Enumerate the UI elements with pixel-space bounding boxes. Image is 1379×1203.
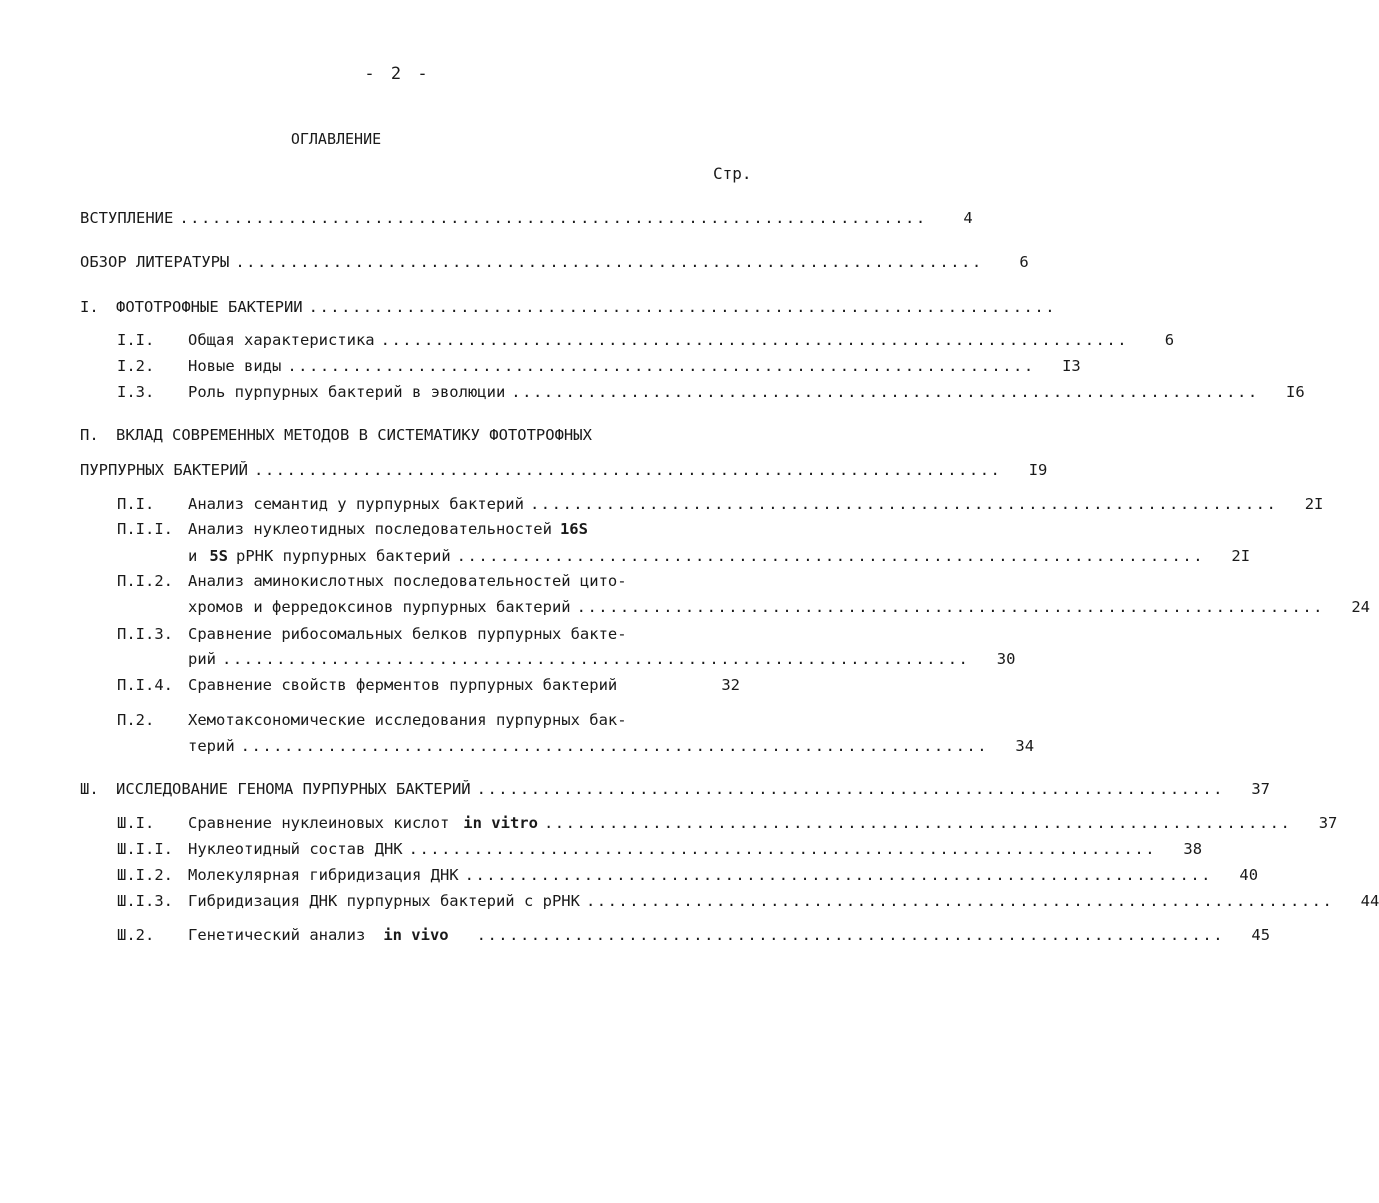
toc-entry-text: Новые виды bbox=[188, 357, 282, 375]
toc-entry-number: Ш.I. bbox=[117, 814, 155, 832]
toc-entry-page: I6 bbox=[1286, 383, 1305, 401]
toc-entry-text: Гибридизация ДНК пурпурных бактерий с рРНК bbox=[188, 892, 580, 910]
toc-entry-number: I.3. bbox=[117, 383, 155, 401]
toc-entry-text: ОБЗОР ЛИТЕРАТУРЫ bbox=[80, 253, 230, 271]
toc-entry-number: I. bbox=[80, 298, 99, 316]
leader-dots: ..................................................................... bbox=[585, 892, 1334, 910]
leader-dots: ..................................................................... bbox=[179, 209, 927, 227]
toc-entry-text: ВКЛАД СОВРЕМЕННЫХ МЕТОДОВ В СИСТЕМАТИКУ ФОТОТРОФНЫХ bbox=[116, 426, 592, 444]
toc-entry-page: 37 bbox=[1318, 814, 1338, 832]
toc-entry-number: П.I.I. bbox=[117, 520, 173, 538]
toc-chapter-1 bbox=[80, 294, 1057, 316]
toc-entry-term: in vitro bbox=[463, 814, 538, 832]
toc-heading: ОГЛАВЛЕНИЕ bbox=[290, 130, 382, 148]
toc-entry-text: терий bbox=[188, 737, 235, 755]
toc-entry-page: 34 bbox=[1015, 737, 1035, 755]
toc-entry-2-1-2-cont bbox=[188, 594, 1371, 616]
toc-entry-text: Сравнение рибосомальных белков пурпурных бакте- bbox=[188, 625, 627, 643]
toc-entry-2-1-1-cont bbox=[188, 543, 1251, 565]
toc-entry-3-2 bbox=[117, 922, 1271, 944]
toc-entry-2-1-1 bbox=[117, 516, 740, 538]
toc-entry-number: Ш.I.I. bbox=[117, 840, 173, 858]
toc-entry-text: Сравнение нуклеиновых кислот bbox=[188, 814, 450, 832]
toc-entry-number: П.I.4. bbox=[117, 676, 173, 694]
toc-entry-text: ПУРПУРНЫХ БАКТЕРИЙ bbox=[80, 461, 248, 479]
toc-entry-text: Анализ нуклеотидных последовательностей bbox=[188, 520, 552, 538]
toc-entry-page: 6 bbox=[1164, 331, 1175, 349]
toc-entry-text: Роль пурпурных бактерий в эволюции bbox=[188, 383, 506, 401]
leader-dots: ..................................................................... bbox=[240, 737, 989, 755]
toc-entry-number: П.I.3. bbox=[117, 625, 173, 643]
toc-entry-review bbox=[80, 249, 1029, 271]
leader-dots: ..................................................................... bbox=[222, 650, 970, 668]
toc-entry-page: 30 bbox=[996, 650, 1016, 668]
leader-dots: ..................................................................... bbox=[253, 461, 1002, 479]
toc-entry-2-1-4 bbox=[117, 672, 740, 694]
toc-entry-3-1-1 bbox=[117, 836, 1203, 858]
toc-entry-2-1-3-cont bbox=[188, 646, 1016, 668]
leader-dots: ..................................................................... bbox=[543, 814, 1292, 832]
toc-entry-intro bbox=[80, 205, 973, 227]
toc-chapter-2-cont bbox=[80, 457, 1048, 479]
toc-entry-page: 2I bbox=[1231, 547, 1251, 565]
toc-entry-number: Ш.I.2. bbox=[117, 866, 173, 884]
toc-entry-2-1-2 bbox=[117, 568, 740, 590]
toc-entry-text: Хемотаксономические исследования пурпурных бак- bbox=[188, 711, 627, 729]
page-number: - 2 - bbox=[364, 64, 431, 84]
toc-entry-2-2 bbox=[117, 707, 740, 729]
toc-entry-page: 40 bbox=[1239, 866, 1259, 884]
toc-entry-text: хромов и ферредоксинов пурпурных бактерий bbox=[188, 598, 571, 616]
leader-dots: ..................................................................... bbox=[408, 840, 1157, 858]
leader-dots: ..................................................................... bbox=[308, 298, 1057, 316]
leader-dots: ..................................................................... bbox=[476, 780, 1225, 798]
toc-entry-number: I.2. bbox=[117, 357, 155, 375]
toc-entry-text: Анализ аминокислотных последовательностей цито- bbox=[188, 572, 627, 590]
toc-entry-number: Ш.I.3. bbox=[117, 892, 173, 910]
toc-entry-page: 44 bbox=[1360, 892, 1379, 910]
toc-entry-number: П. bbox=[80, 426, 99, 444]
toc-entry-text: Анализ семантид у пурпурных бактерий bbox=[188, 495, 524, 513]
toc-entry-page: 6 bbox=[1019, 253, 1029, 271]
toc-entry-1-1 bbox=[117, 327, 1175, 349]
toc-entry-3-1 bbox=[117, 810, 1338, 832]
toc-entry-page: I3 bbox=[1062, 357, 1081, 375]
toc-entry-1-2 bbox=[117, 353, 1081, 375]
toc-entry-2-1 bbox=[117, 491, 1324, 513]
toc-entry-page: 4 bbox=[963, 209, 973, 227]
toc-entry-page: 38 bbox=[1183, 840, 1203, 858]
toc-entry-text: Молекулярная гибридизация ДНК bbox=[188, 866, 459, 884]
toc-entry-page: 2I bbox=[1304, 495, 1324, 513]
leader-dots: ..................................................................... bbox=[529, 495, 1278, 513]
toc-entry-text: рий bbox=[188, 650, 216, 668]
toc-entry-page: 32 bbox=[721, 676, 740, 694]
toc-entry-2-1-3 bbox=[117, 621, 740, 643]
toc-entry-number: I.I. bbox=[117, 331, 155, 349]
toc-chapter-3 bbox=[80, 776, 1271, 798]
leader-dots: ..................................................................... bbox=[464, 866, 1213, 884]
leader-dots: ..................................................................... bbox=[576, 598, 1325, 616]
toc-entry-3-1-2 bbox=[117, 862, 1259, 884]
toc-entry-text: ФОТОТРОФНЫЕ БАКТЕРИИ bbox=[116, 298, 303, 316]
toc-chapter-2 bbox=[80, 422, 740, 444]
toc-entry-term: 5S bbox=[209, 547, 229, 565]
toc-entry-text: Сравнение свойств ферментов пурпурных бактерий bbox=[188, 676, 618, 694]
toc-entry-3-1-3 bbox=[117, 888, 1379, 910]
toc-entry-text: рРНК пурпурных бактерий bbox=[236, 547, 451, 565]
toc-entry-1-3 bbox=[117, 379, 1305, 401]
toc-entry-term: in vivo bbox=[383, 926, 449, 944]
toc-entry-text: Генетический анализ bbox=[188, 926, 366, 944]
leader-dots: ..................................................................... bbox=[511, 383, 1259, 401]
toc-entry-number: П.2. bbox=[117, 711, 155, 729]
leader-dots: ..................................................................... bbox=[380, 331, 1129, 349]
toc-entry-text: и bbox=[188, 547, 198, 565]
leader-dots: ..................................................................... bbox=[476, 926, 1225, 944]
toc-entry-term: 16S bbox=[559, 520, 588, 538]
toc-entry-number: Ш. bbox=[80, 780, 99, 798]
toc-entry-number: П.I. bbox=[117, 495, 155, 513]
leader-dots: ..................................................................... bbox=[456, 547, 1205, 565]
toc-entry-page: 37 bbox=[1251, 780, 1271, 798]
toc-entry-text: ИССЛЕДОВАНИЕ ГЕНОМА ПУРПУРНЫХ БАКТЕРИЙ bbox=[116, 780, 471, 798]
toc-entry-text: ВСТУПЛЕНИЕ bbox=[80, 209, 174, 227]
toc-entry-page: I9 bbox=[1028, 461, 1048, 479]
leader-dots: ..................................................................... bbox=[287, 357, 1035, 375]
toc-entry-page: 24 bbox=[1351, 598, 1371, 616]
toc-entry-text: Нуклеотидный состав ДНК bbox=[188, 840, 403, 858]
toc-entry-number: П.I.2. bbox=[117, 572, 173, 590]
toc-entry-2-2-cont bbox=[188, 733, 1035, 755]
toc-entry-page: 45 bbox=[1251, 926, 1271, 944]
leader-dots: ..................................................................... bbox=[235, 253, 983, 271]
toc-entry-text: Общая характеристика bbox=[188, 331, 375, 349]
page-column-label: Стр. bbox=[713, 164, 752, 183]
toc-entry-number: Ш.2. bbox=[117, 926, 155, 944]
